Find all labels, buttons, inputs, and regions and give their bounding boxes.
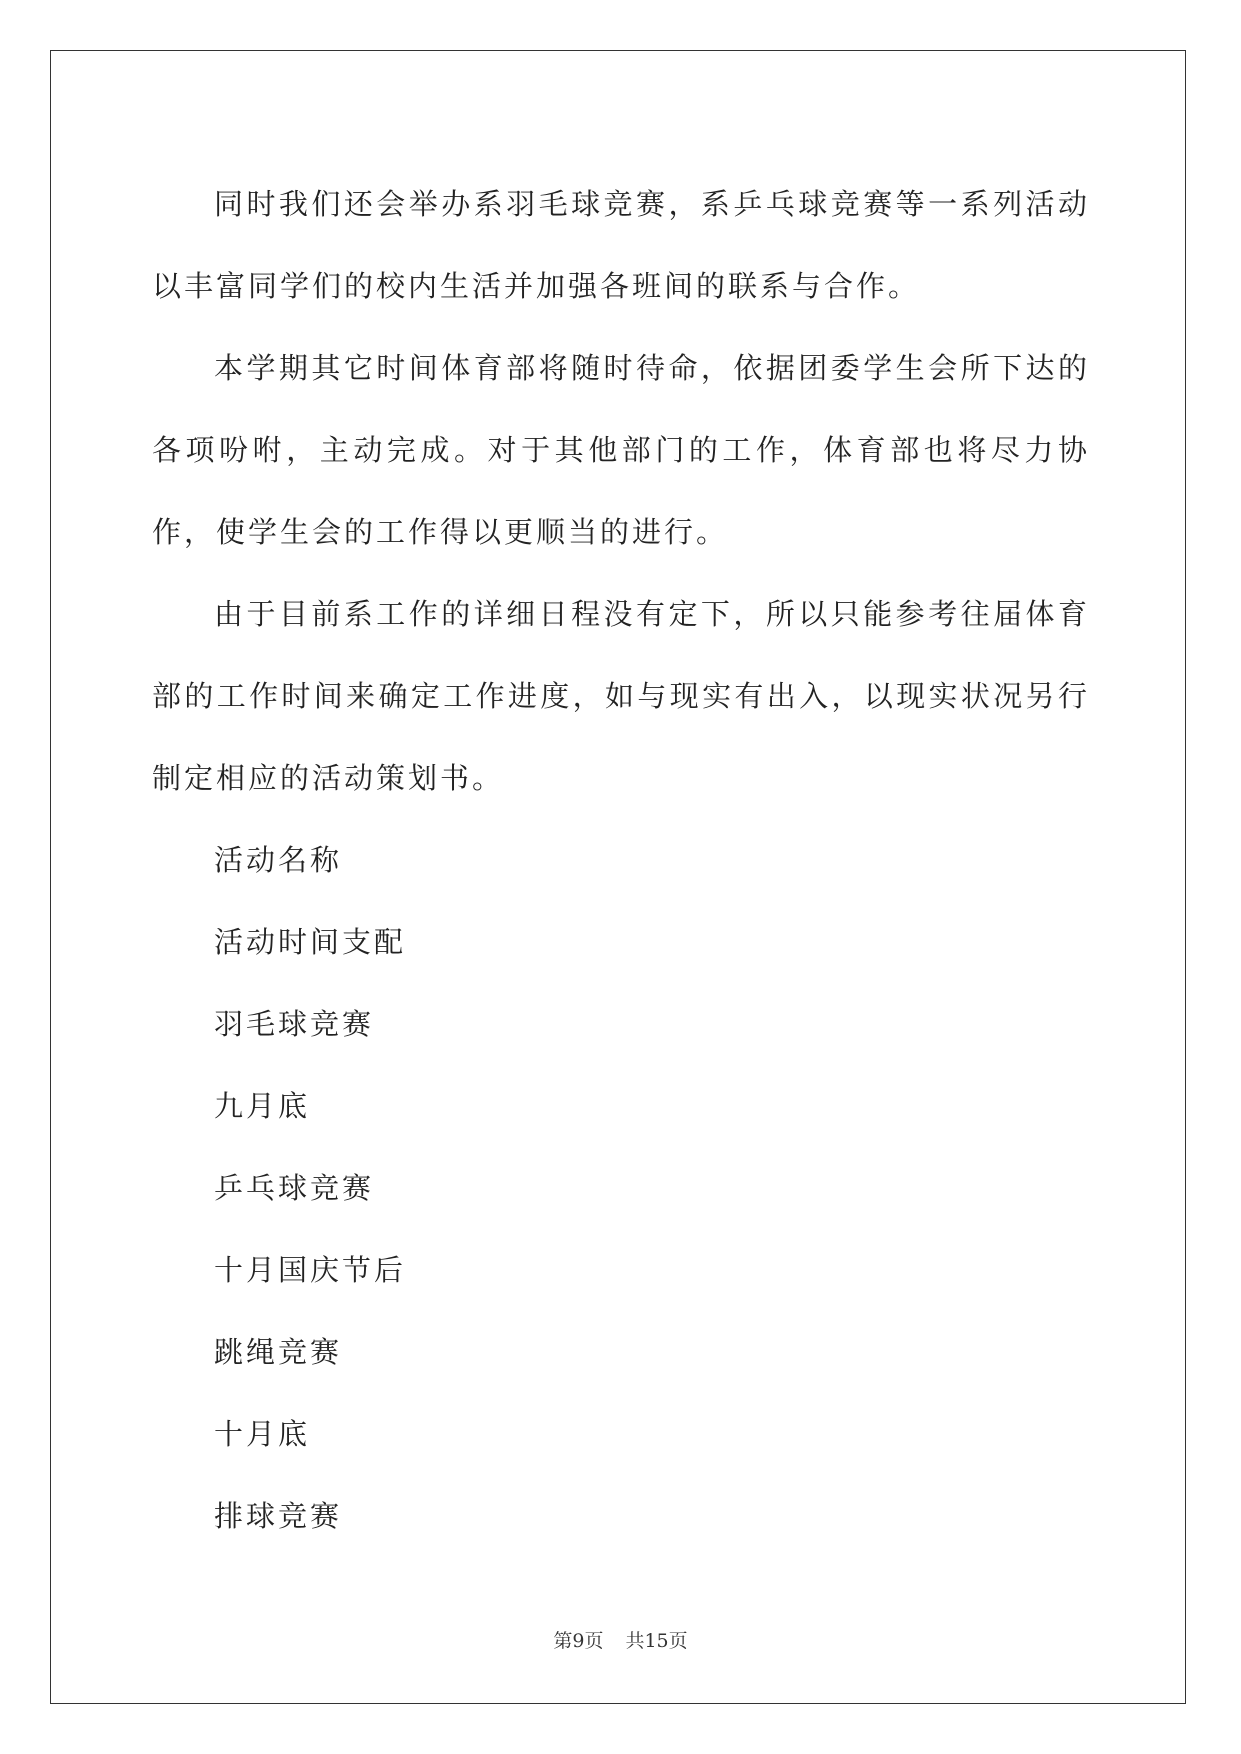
- list-item: 十月国庆节后: [214, 1253, 407, 1287]
- page-footer: [0, 1626, 1241, 1653]
- activity-list: [152, 819, 1090, 1557]
- paragraph: 本学期其它时间体育部将随时待命，依据团委学生会所下达的各项吩咐，主动完成。对于其他部门的工作，体育部也将尽力协作，使学生会的工作得以更顺当的进行。: [152, 351, 1090, 549]
- list-item: 跳绳竞赛: [214, 1335, 343, 1369]
- page-number-current: 第9页: [553, 1630, 604, 1652]
- paragraph: 同时我们还会举办系羽毛球竞赛，系乒乓球竞赛等一系列活动以丰富同学们的校内生活并加强各班间的联系与合作。: [152, 187, 1090, 303]
- document-body: [152, 163, 1090, 1557]
- list-item: 羽毛球竞赛: [214, 1007, 375, 1041]
- paragraph: 由于目前系工作的详细日程没有定下，所以只能参考往届体育部的工作时间来确定工作进度，如与现实有出入，以现实状况另行制定相应的活动策划书。: [152, 597, 1090, 795]
- list-item: 活动时间支配: [214, 925, 407, 959]
- list-item: 乒乓球竞赛: [214, 1171, 375, 1205]
- list-item: 十月底: [214, 1417, 311, 1451]
- page-number-total: 共15页: [625, 1630, 688, 1652]
- list-item: 活动名称: [214, 843, 343, 877]
- list-item: 排球竞赛: [214, 1499, 343, 1533]
- list-item: 九月底: [214, 1089, 311, 1123]
